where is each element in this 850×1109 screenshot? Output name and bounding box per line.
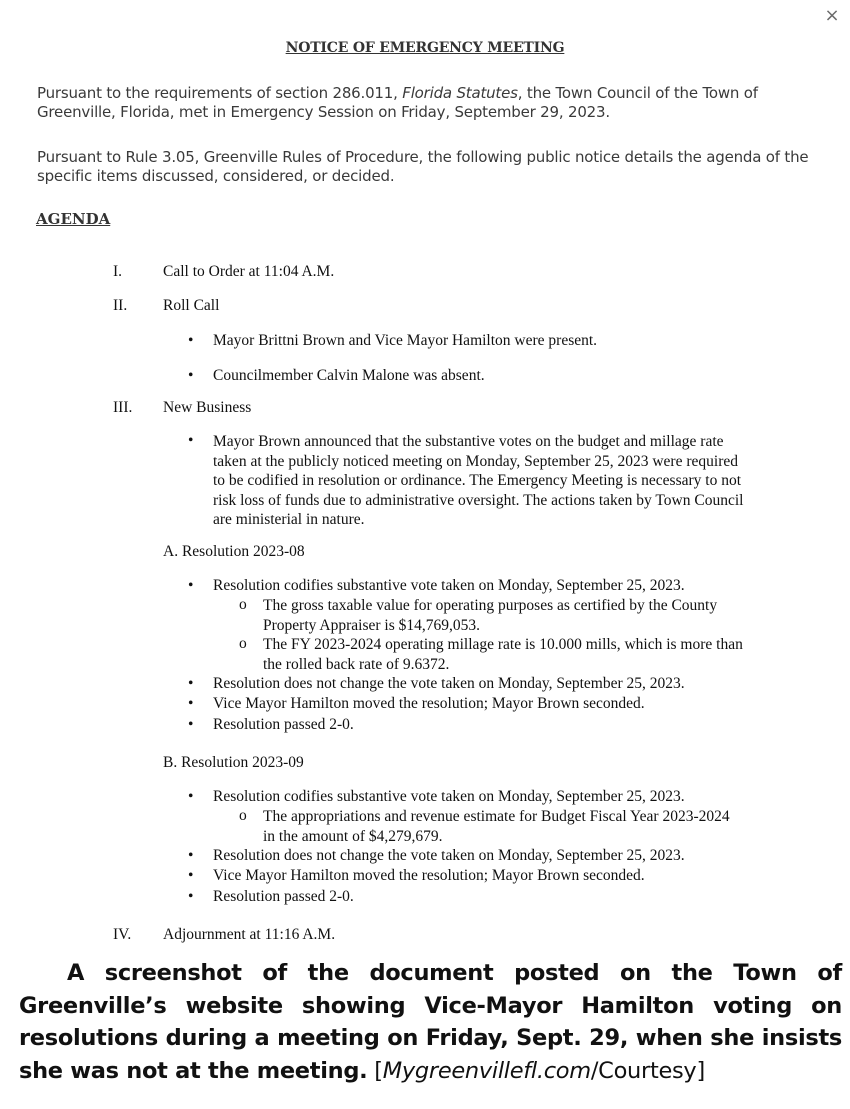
item-adjournment: Adjournment at 11:16 A.M. bbox=[163, 926, 336, 943]
item-roll-call: Roll Call bbox=[163, 297, 220, 314]
resolution-a-sub: The FY 2023-2024 operating millage rate is 10.000 mills, which is more than the rolled back rate of 9.6372. bbox=[263, 636, 743, 673]
new-business-note: Mayor Brown announced that the substantive votes on the budget and millage rate taken at the publicly noticed meeting on Monday, September 25, 2023 were required to be codified in resolution or ordinance. The Emergency Meeting is necessary to not risk loss of funds due to administrative oversight. The actions taken by Town Council are ministerial in nature. bbox=[213, 433, 744, 528]
resolution-b-sub: The appropriations and revenue estimate for Budget Fiscal Year 2023-2024 in the amount of $4,279,679. bbox=[263, 808, 730, 845]
item-new-business: New Business bbox=[163, 399, 252, 416]
agenda-heading: AGENDA bbox=[36, 210, 111, 228]
sub-bullet-icon: o bbox=[239, 635, 247, 652]
caption-credit: /Courtesy] bbox=[590, 1057, 705, 1084]
photo-caption: A screenshot of the document posted on the Town of Greenville’s website showing Vice-Mayor Hamilton voting on resolutions during a meeting on Friday, Sept. 29, when she insists she was not at the meeting. [Mygreenvillefl.com/Courtesy] bbox=[19, 960, 842, 1084]
document-title: NOTICE OF EMERGENCY MEETING bbox=[285, 40, 565, 56]
resolution-a-heading: A. Resolution 2023-08 bbox=[163, 543, 305, 560]
resolution-a-sub: The gross taxable value for operating purposes as certified by the County Property Appraiser is $14,769,053. bbox=[263, 597, 718, 634]
item-number-4: IV. bbox=[113, 926, 132, 943]
item-number-1: I. bbox=[113, 263, 123, 280]
rule-paragraph: Pursuant to Rule 3.05, Greenville Rules of Procedure, the following public notice details the agenda of the specific items discussed, considered, or decided. bbox=[37, 148, 809, 185]
sub-bullet-icon: o bbox=[239, 807, 247, 824]
caption-text: A screenshot of the document posted on the Town of Greenville’s website showing Vice-Mayor Hamilton voting on resolutions during a meeting on Friday, Sept. 29, when she insists she was not at the meeting. bbox=[19, 960, 842, 1084]
sub-bullet-icon: o bbox=[239, 596, 247, 613]
item-number-2: II. bbox=[113, 297, 128, 314]
intro-paragraph: Pursuant to the requirements of section 286.011, Florida Statutes, the Town Council of the Town of Greenville, Florida, met in Emergency Session on Friday, September 29, 2023. bbox=[37, 84, 758, 121]
close-icon[interactable]: × bbox=[824, 5, 840, 26]
resolution-b-heading: B. Resolution 2023-09 bbox=[163, 754, 304, 771]
bullet-dot: • bbox=[188, 432, 194, 449]
item-number-3: III. bbox=[113, 399, 133, 416]
item-call-to-order: Call to Order at 11:04 A.M. bbox=[163, 263, 335, 280]
document-image: NOTICE OF EMERGENCY MEETING Pursuant to the requirements of section 286.011, Florida Statutes, the Town Council of the Town of Greenville, Florida, met in Emergency Session on Friday, September 29, 2023. Pursuant to Rule 3.05, Greenville Rules of Procedure, the following public notice details the agenda of the specific items discussed, considered, or decided. AGENDA I. Call to Order at 11:04 A.M. II. Roll Call Mayor Brittni Brown and Vice Mayor Hamilton were present. Councilmember Calvin Malone was absent. III. New Business • Mayor Brown announced that the substantive votes on the budget and millage rate taken at the publicly noticed meeting on Monday, September 25, 2023 were required to be codified in resolution or ordinance. The Emergency Meeting is necessary to not risk loss of funds due to administrative oversight. The actions taken by Town Council are ministerial in nature. A. Resolution 2023-08 Resolution codifies substantive vote taken on Monday, September 25, 2023. o The gross taxable value for operating purposes as certified by the County Property Appraiser is $14,769,053. o The FY 2023-2024 operating millage rate is 10.000 mills, which is more than the rolled back rate of 9.6372. Resolution does not change the vote taken on Monday, September 25, 2023. Vice Mayor Hamilton moved the resolution; Mayor Brown seconded. Resolution passed 2-0. B. Resolution 2023-09 Resolution codifies substantive vote taken on Monday, September 25, 2023. o The appropriations and revenue estimate for Budget Fiscal Year 2023-2024 in the amount of $4,279,679. Resolution does not change the vote taken on Monday, September 25, 2023. Vice Mayor Hamilton moved the resolution; Mayor Brown seconded. Resolution passed 2-0. IV. Adjournment at 11:16 A.M. bbox=[0, 0, 850, 950]
caption-credit-site: Mygreenvillefl.com bbox=[382, 1057, 591, 1084]
